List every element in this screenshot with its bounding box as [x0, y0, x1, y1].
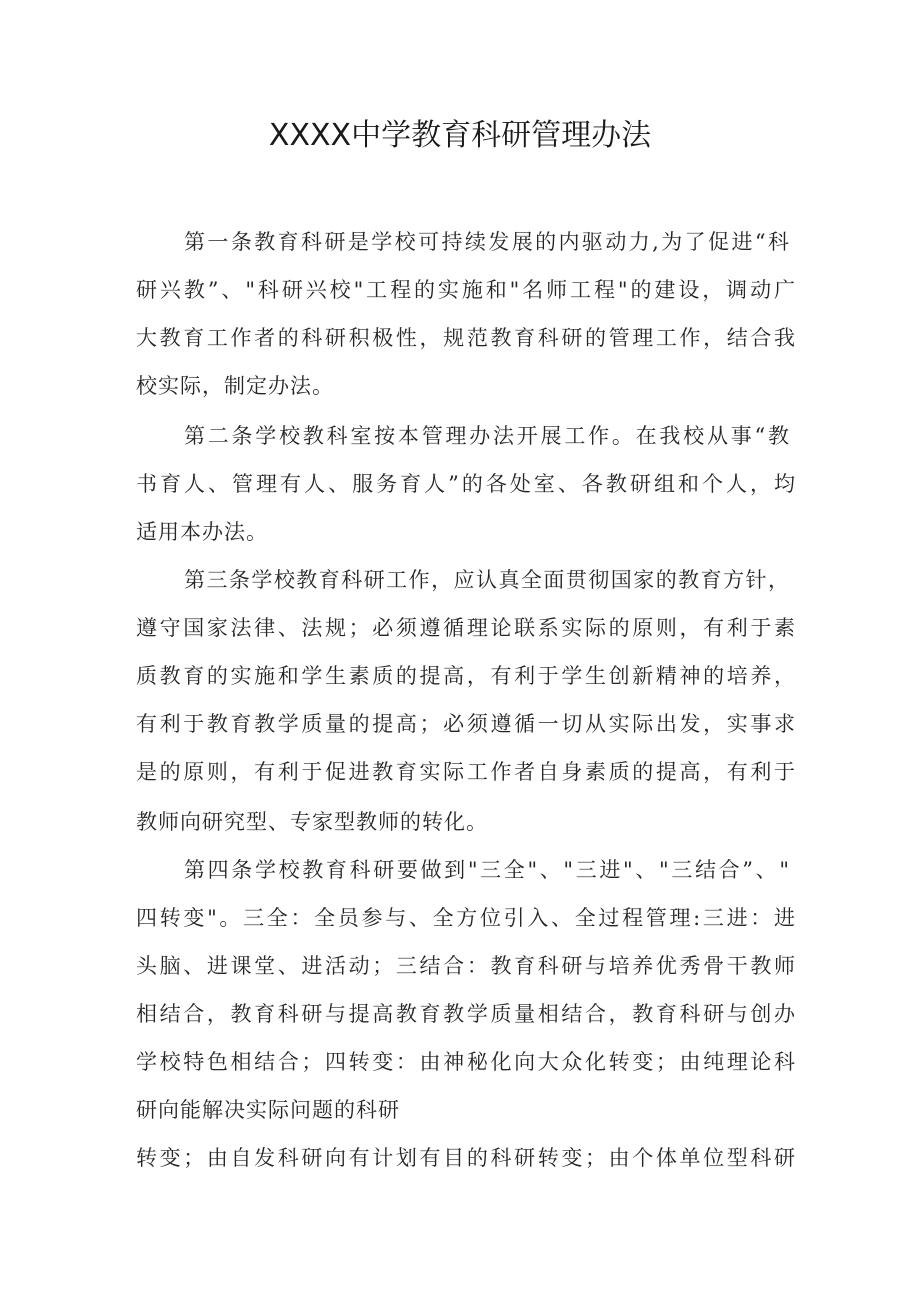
- paragraph-line: 研兴教”、"科研兴校"工程的实施和"名师工程"的建设，调动广: [136, 278, 796, 302]
- paragraph-line: 研向能解决实际问题的科研: [136, 1098, 400, 1122]
- paragraph-line: 大教育工作者的科研积极性，规范教育科研的管理工作，结合我: [136, 326, 796, 350]
- paragraph-line: 是的原则，有利于促进教育实际工作者自身素质的提高，有利于: [136, 760, 796, 784]
- document-title: XXXX中学教育科研管理办法: [268, 118, 652, 153]
- paragraph-line: 书育人、管理有人、服务育人”的各处室、各教研组和个人，均: [136, 472, 796, 496]
- paragraph-line: 适用本办法。: [136, 520, 268, 544]
- paragraph-line: 学校特色相结合；四转变：由神秘化向大众化转变；由纯理论科: [136, 1050, 796, 1074]
- paragraph-line: 四转变"。三全：全员参与、全方位引入、全过程管理:三进：进: [136, 906, 796, 930]
- paragraph-line: 校实际，制定办法。: [136, 374, 334, 398]
- paragraph-line: 第一条教育科研是学校可持续发展的内驱动力,为了促进“科: [184, 230, 790, 254]
- paragraph-line: 第二条学校教科室按本管理办法开展工作。在我校从事“教: [184, 424, 790, 448]
- paragraph-line: 教师向研究型、专家型教师的转化。: [136, 810, 488, 834]
- paragraph-line: 质教育的实施和学生素质的提高，有利于学生创新精神的培养，: [136, 664, 796, 688]
- paragraph-line: 遵守国家法律、法规；必须遵循理论联系实际的原则，有利于素: [136, 616, 796, 640]
- paragraph-line: 转变；由自发科研向有计划有目的科研转变；由个体单位型科研: [136, 1146, 796, 1170]
- paragraph-line: 头脑、进课堂、进活动；三结合：教育科研与培养优秀骨干教师: [136, 954, 796, 978]
- paragraph-line: 第三条学校教育科研工作，应认真全面贯彻国家的教育方针，: [184, 568, 790, 592]
- paragraph-line: 相结合，教育科研与提高教育教学质量相结合，教育科研与创办: [136, 1002, 796, 1026]
- paragraph-line: 第四条学校教育科研要做到"三全"、"三进"、"三结合”、": [184, 858, 790, 882]
- paragraph-line: 有利于教育教学质量的提高；必须遵循一切从实际出发，实事求: [136, 712, 796, 736]
